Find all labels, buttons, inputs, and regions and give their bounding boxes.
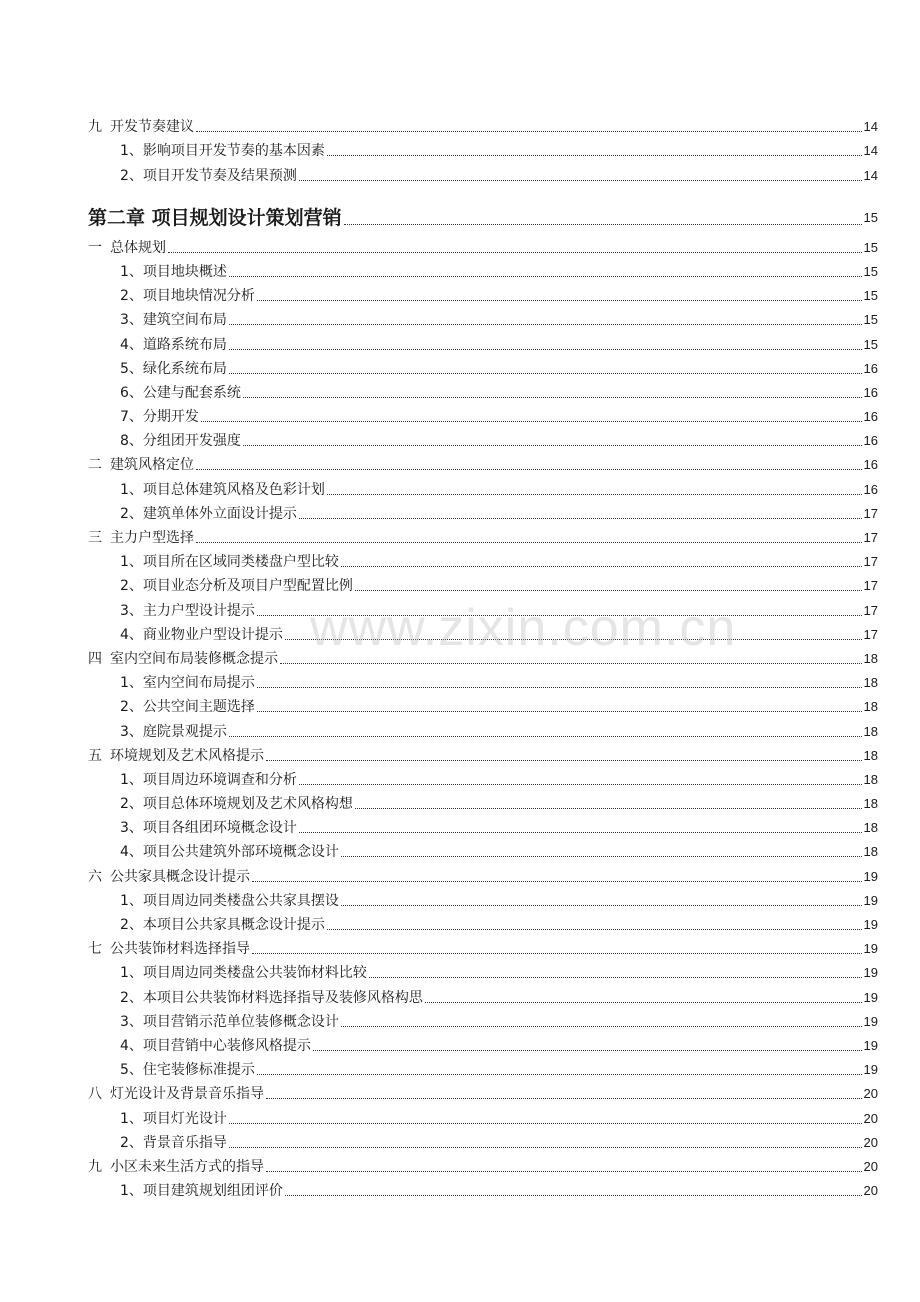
toc-dot-leader xyxy=(327,155,862,156)
toc-entry[interactable] xyxy=(88,523,878,547)
toc-dot-leader xyxy=(369,977,862,978)
toc-dot-leader xyxy=(229,1147,862,1148)
toc-title-text: 1、室内空间布局提示 xyxy=(120,675,255,692)
toc-entry-title xyxy=(120,819,297,837)
toc-page-number: 19 xyxy=(863,1037,878,1053)
toc-entry-title xyxy=(120,505,297,523)
toc-dot-leader xyxy=(299,832,862,833)
toc-entry[interactable] xyxy=(88,547,878,571)
toc-section-number: 九 xyxy=(88,119,102,136)
toc-page-number: 20 xyxy=(863,1183,878,1199)
toc-chapter-heading[interactable] xyxy=(88,185,878,233)
toc-page-number: 19 xyxy=(863,1013,878,1029)
toc-dot-leader xyxy=(341,856,862,857)
toc-page-number: 16 xyxy=(863,481,878,497)
toc-page-number: 18 xyxy=(863,820,878,836)
toc-title-text: 2、本项目公共装饰材料选择指导及装修风格构思 xyxy=(120,989,423,1006)
toc-entry-title xyxy=(120,1013,339,1031)
toc-dot-leader xyxy=(299,518,862,519)
toc-entry[interactable] xyxy=(88,257,878,281)
toc-title-text: 5、住宅装修标准提示 xyxy=(120,1062,255,1079)
toc-title-text: 1、项目所在区域同类楼盘户型比较 xyxy=(120,554,339,571)
toc-entry-title xyxy=(120,843,339,861)
toc-entry-title xyxy=(120,602,255,620)
toc-entry[interactable] xyxy=(88,644,878,668)
toc-entry-title xyxy=(120,989,423,1007)
toc-entry-title xyxy=(120,142,325,160)
toc-entry[interactable] xyxy=(88,1055,878,1079)
toc-dot-leader xyxy=(196,542,862,543)
toc-title-text: 2、项目地块情况分析 xyxy=(120,288,255,305)
watermark-text: www.zixin.com.cn xyxy=(310,599,737,657)
toc-title-text: 1、项目地块概述 xyxy=(120,263,227,280)
toc-entry-title xyxy=(120,311,227,329)
toc-page-number: 18 xyxy=(863,796,878,812)
toc-dot-leader xyxy=(344,224,862,225)
toc-entry[interactable] xyxy=(88,136,878,160)
toc-entry[interactable] xyxy=(88,886,878,910)
toc-title-text: 3、主力户型设计提示 xyxy=(120,602,255,619)
toc-dot-leader xyxy=(285,1195,862,1196)
toc-section-number: 二 xyxy=(88,457,102,474)
toc-page-number: 15 xyxy=(863,263,878,279)
toc-page-number: 18 xyxy=(863,747,878,763)
toc-entry-title xyxy=(120,1061,255,1079)
toc-page-number: 16 xyxy=(863,409,878,425)
toc-entry-title xyxy=(120,723,227,741)
toc-page-number: 19 xyxy=(863,1062,878,1078)
toc-title-text: 1、项目周边同类楼盘公共家具摆设 xyxy=(120,892,339,909)
toc-dot-leader xyxy=(299,784,862,785)
toc-title-text: 公共家具概念设计提示 xyxy=(110,868,250,885)
toc-entry[interactable] xyxy=(88,1152,878,1176)
toc-dot-leader xyxy=(257,687,862,688)
toc-dot-leader xyxy=(327,494,862,495)
toc-entry[interactable] xyxy=(88,499,878,523)
toc-entry[interactable] xyxy=(88,813,878,837)
toc-entry-title xyxy=(120,577,353,595)
toc-entry[interactable] xyxy=(88,329,878,353)
toc-dot-leader xyxy=(341,1026,862,1027)
toc-section-number: 四 xyxy=(88,650,102,667)
toc-entry[interactable] xyxy=(88,426,878,450)
toc-dot-leader xyxy=(252,881,862,882)
toc-title-text: 环境规划及艺术风格提示 xyxy=(110,747,264,764)
toc-page-number: 20 xyxy=(863,1134,878,1150)
toc-entry[interactable] xyxy=(88,958,878,982)
toc-title-text: 1、影响项目开发节奏的基本因素 xyxy=(120,143,325,160)
toc-section-number: 五 xyxy=(88,747,102,764)
table-of-contents xyxy=(88,112,878,1200)
toc-dot-leader xyxy=(201,421,862,422)
toc-section-number: 六 xyxy=(88,868,102,885)
toc-entry-title xyxy=(120,1134,227,1152)
toc-dot-leader xyxy=(196,131,862,132)
toc-dot-leader xyxy=(280,663,862,664)
toc-title-text: 2、项目开发节奏及结果预测 xyxy=(120,167,297,184)
toc-title-text: 1、项目灯光设计 xyxy=(120,1110,227,1127)
toc-entry[interactable] xyxy=(88,668,878,692)
toc-title-text: 2、项目业态分析及项目户型配置比例 xyxy=(120,578,353,595)
toc-entry[interactable] xyxy=(88,1031,878,1055)
toc-page-number: 15 xyxy=(863,239,878,255)
toc-page-number: 19 xyxy=(863,868,878,884)
toc-entry-title xyxy=(120,167,297,185)
toc-entry[interactable] xyxy=(88,1176,878,1200)
toc-page-number: 15 xyxy=(863,312,878,328)
toc-section-number: 三 xyxy=(88,530,102,546)
toc-title-text: 主力户型选择 xyxy=(110,530,194,546)
toc-title-text: 小区未来生活方式的指导 xyxy=(110,1158,264,1175)
toc-entry[interactable] xyxy=(88,112,878,136)
toc-page-number: 18 xyxy=(863,771,878,787)
toc-entry[interactable] xyxy=(88,402,878,426)
toc-page-number: 18 xyxy=(863,650,878,666)
toc-entry[interactable] xyxy=(88,595,878,619)
toc-entry-title xyxy=(88,1158,264,1176)
toc-section-number: 七 xyxy=(88,941,102,958)
toc-entry-title xyxy=(120,1037,311,1055)
toc-entry-title xyxy=(120,263,227,281)
toc-title-text: 4、商业物业户型设计提示 xyxy=(120,626,283,643)
toc-entry[interactable] xyxy=(88,861,878,885)
toc-dot-leader xyxy=(229,324,862,325)
toc-entry-title xyxy=(120,674,255,692)
toc-page-number: 16 xyxy=(863,433,878,449)
toc-title-text: 总体规划 xyxy=(110,239,166,256)
toc-entry[interactable] xyxy=(88,450,878,474)
toc-title-text: 2、项目总体环境规划及艺术风格构想 xyxy=(120,796,353,813)
toc-page-number: 18 xyxy=(863,675,878,691)
toc-page-number: 19 xyxy=(863,917,878,932)
toc-dot-leader xyxy=(257,615,862,616)
toc-page-number: 19 xyxy=(863,941,878,957)
toc-page-number: 18 xyxy=(863,699,878,715)
toc-dot-leader xyxy=(229,1123,862,1124)
toc-entry-title xyxy=(88,747,264,765)
toc-page-number: 14 xyxy=(863,119,878,135)
toc-section-number: 八 xyxy=(88,1086,102,1103)
toc-page-number: 15 xyxy=(863,336,878,352)
toc-entry[interactable] xyxy=(88,765,878,789)
toc-title-text: 2、公共空间主题选择 xyxy=(120,699,255,716)
toc-title-text: 3、建筑空间布局 xyxy=(120,312,227,329)
toc-entry[interactable] xyxy=(88,474,878,498)
toc-page-number: 16 xyxy=(863,360,878,376)
toc-title-text: 4、道路系统布局 xyxy=(120,336,227,353)
toc-entry-title xyxy=(120,384,241,402)
toc-entry-title xyxy=(120,964,367,982)
toc-title-text: 1、项目周边同类楼盘公共装饰材料比较 xyxy=(120,965,367,982)
toc-dot-leader xyxy=(257,300,862,301)
toc-entry-title xyxy=(120,287,255,305)
toc-entry-title xyxy=(120,698,255,716)
toc-dot-leader xyxy=(425,1002,862,1003)
toc-entry-title xyxy=(88,1085,264,1103)
toc-title-text: 公共装饰材料选择指导 xyxy=(110,941,250,958)
toc-entry-title xyxy=(120,916,325,934)
toc-entry-title xyxy=(120,771,297,789)
toc-dot-leader xyxy=(257,1074,862,1075)
toc-entry-title xyxy=(88,456,194,474)
toc-entry-title xyxy=(120,1182,283,1200)
toc-title-text: 4、项目公共建筑外部环境概念设计 xyxy=(120,844,339,861)
toc-title-text: 灯光设计及背景音乐指导 xyxy=(110,1086,264,1103)
toc-entry[interactable] xyxy=(88,305,878,329)
toc-dot-leader xyxy=(229,736,862,737)
toc-title-text: 室内空间布局装修概念提示 xyxy=(110,650,278,667)
toc-title-text: 5、绿化系统布局 xyxy=(120,360,227,377)
toc-entry[interactable] xyxy=(88,910,878,934)
toc-title-text: 3、庭院景观提示 xyxy=(120,723,227,740)
toc-title-text: 2、背景音乐指导 xyxy=(120,1134,227,1151)
toc-entry[interactable] xyxy=(88,354,878,378)
toc-dot-leader xyxy=(229,373,862,374)
toc-dot-leader xyxy=(252,953,862,954)
toc-entry-title xyxy=(120,408,199,426)
toc-entry[interactable] xyxy=(88,620,878,644)
toc-entry-title xyxy=(88,118,194,136)
toc-entry-title xyxy=(120,432,241,450)
toc-page-number: 14 xyxy=(863,143,878,159)
toc-page-number: 16 xyxy=(863,457,878,473)
toc-page-number: 20 xyxy=(863,1086,878,1102)
toc-dot-leader xyxy=(341,905,862,906)
toc-entry-title xyxy=(120,553,339,571)
toc-entry-title xyxy=(120,481,325,499)
toc-page-number: 17 xyxy=(863,578,878,594)
toc-title-text: 4、项目营销中心装修风格提示 xyxy=(120,1037,311,1054)
toc-page-number: 17 xyxy=(863,505,878,521)
toc-entry[interactable] xyxy=(88,233,878,257)
toc-dot-leader xyxy=(243,445,862,446)
toc-dot-leader xyxy=(229,349,862,350)
toc-dot-leader xyxy=(243,397,862,398)
toc-page-number: 14 xyxy=(863,167,878,183)
toc-entry-title xyxy=(120,336,227,354)
toc-entry-title xyxy=(120,360,227,378)
toc-dot-leader xyxy=(229,276,862,277)
toc-dot-leader xyxy=(257,711,862,712)
toc-page-number: 20 xyxy=(863,1158,878,1174)
toc-entry[interactable] xyxy=(88,789,878,813)
toc-entry-title xyxy=(88,650,278,668)
toc-entry[interactable] xyxy=(88,1128,878,1152)
toc-title-text: 1、项目建筑规划组团评价 xyxy=(120,1183,283,1200)
toc-title-text: 8、分组团开发强度 xyxy=(120,433,241,450)
toc-dot-leader xyxy=(341,566,862,567)
toc-entry[interactable] xyxy=(88,1079,878,1103)
toc-page-number: 19 xyxy=(863,965,878,981)
toc-entry[interactable] xyxy=(88,281,878,305)
toc-dot-leader xyxy=(285,639,862,640)
toc-entry[interactable] xyxy=(88,934,878,958)
toc-section-number: 一 xyxy=(88,239,102,256)
toc-page-number: 16 xyxy=(863,384,878,400)
toc-entry[interactable] xyxy=(88,982,878,1006)
toc-entry[interactable] xyxy=(88,571,878,595)
toc-entry-title xyxy=(120,626,283,644)
toc-entry-title xyxy=(120,795,353,813)
toc-dot-leader xyxy=(299,180,862,181)
toc-page-number: 15 xyxy=(863,288,878,304)
toc-page-number: 19 xyxy=(863,892,878,908)
toc-title-text: 1、项目总体建筑风格及色彩计划 xyxy=(120,481,325,498)
toc-entry-title xyxy=(88,529,194,547)
toc-page-number: 20 xyxy=(863,1110,878,1126)
toc-title-text: 3、项目各组团环境概念设计 xyxy=(120,820,297,837)
toc-dot-leader xyxy=(196,469,862,470)
toc-entry[interactable] xyxy=(88,1007,878,1031)
toc-section-number: 九 xyxy=(88,1158,102,1175)
toc-title-text: 7、分期开发 xyxy=(120,409,199,426)
toc-dot-leader xyxy=(327,929,862,930)
toc-dot-leader xyxy=(168,252,862,253)
toc-dot-leader xyxy=(355,590,862,591)
toc-dot-leader xyxy=(266,1171,862,1172)
toc-entry[interactable] xyxy=(88,378,878,402)
toc-entry[interactable] xyxy=(88,160,878,184)
toc-title-text: 6、公建与配套系统 xyxy=(120,384,241,401)
toc-title-text: 开发节奏建议 xyxy=(110,119,194,136)
toc-page-number: 15 xyxy=(863,209,878,225)
toc-dot-leader xyxy=(266,760,862,761)
toc-dot-leader xyxy=(355,808,862,809)
toc-page-number: 18 xyxy=(863,723,878,739)
toc-page-number: 18 xyxy=(863,844,878,860)
toc-entry[interactable] xyxy=(88,716,878,740)
toc-entry[interactable] xyxy=(88,1103,878,1127)
toc-page-number: 17 xyxy=(863,554,878,570)
toc-title-text: 第二章 项目规划设计策划营销 xyxy=(88,206,342,229)
toc-page-number: 17 xyxy=(863,626,878,642)
toc-title-text: 3、项目营销示范单位装修概念设计 xyxy=(120,1013,339,1030)
toc-title-text: 2、建筑单体外立面设计提示 xyxy=(120,505,297,522)
toc-page-number: 17 xyxy=(863,530,878,545)
toc-page-number: 17 xyxy=(863,602,878,618)
toc-title-text: 1、项目周边环境调查和分析 xyxy=(120,771,297,788)
toc-title-text: 建筑风格定位 xyxy=(110,457,194,474)
toc-dot-leader xyxy=(313,1050,862,1051)
toc-entry[interactable] xyxy=(88,692,878,716)
toc-entry-title xyxy=(88,868,250,886)
toc-title-text: 2、本项目公共家具概念设计提示 xyxy=(120,917,325,933)
toc-entry-title xyxy=(120,1110,227,1128)
toc-entry-title xyxy=(88,206,342,230)
toc-entry-title xyxy=(88,239,166,257)
toc-dot-leader xyxy=(266,1098,862,1099)
toc-entry[interactable] xyxy=(88,837,878,861)
toc-entry-title xyxy=(88,940,250,958)
toc-page-number: 19 xyxy=(863,989,878,1005)
toc-entry[interactable] xyxy=(88,741,878,765)
toc-entry-title xyxy=(120,892,339,910)
